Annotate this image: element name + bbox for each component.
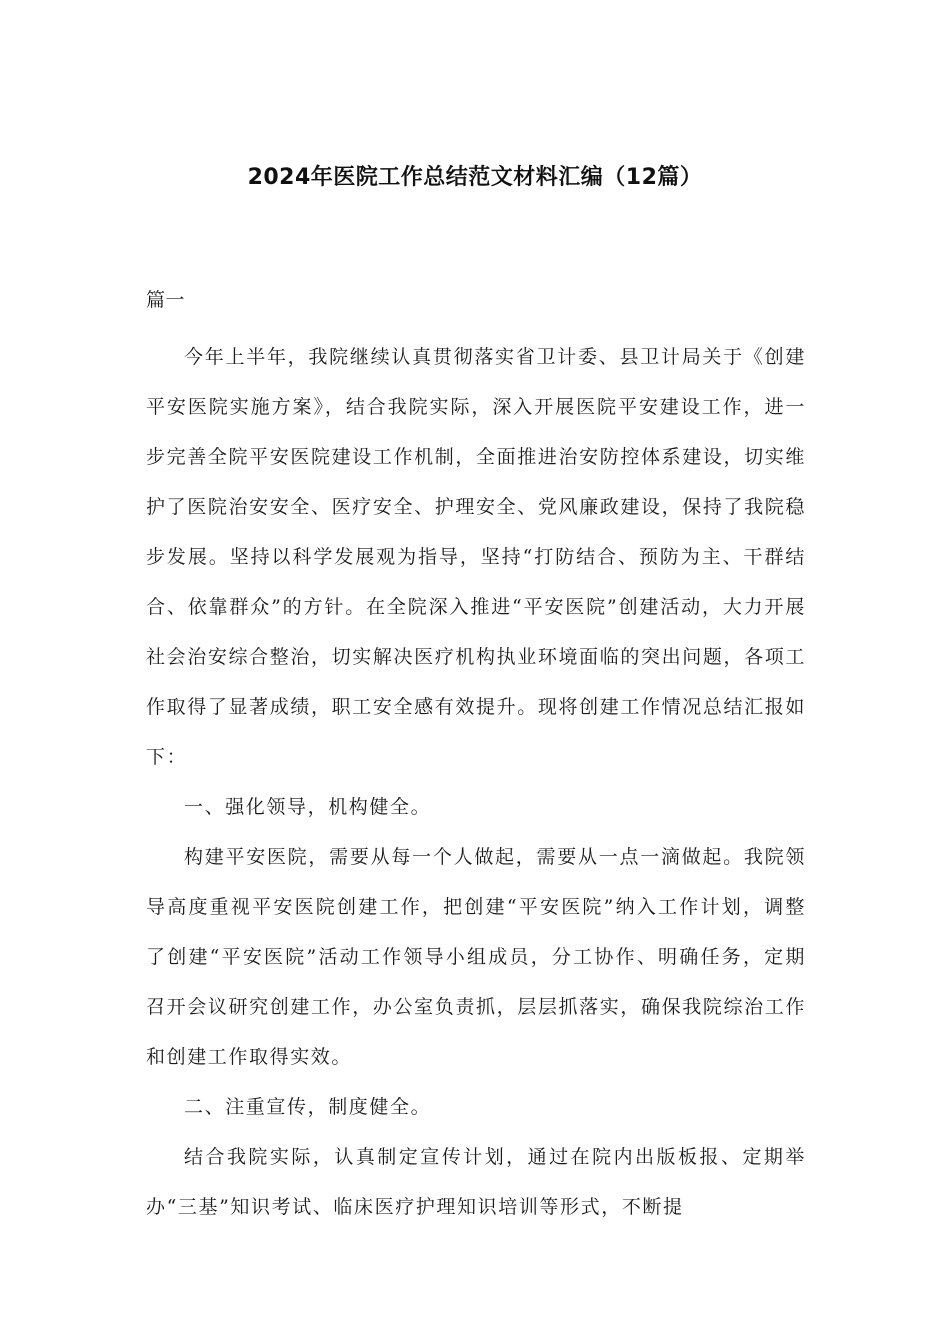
paragraph-one: 构建平安医院，需要从每一个人做起，需要从一点一滴做起。我院领导高度重视平安医院创建工作，把创建“平安医院”纳入工作计划，调整了创建“平安医院”活动工作领导小组成员，分工协作、明确任务，定期召开会议研究创建工作，办公室负责抓，层层抓落实，确保我院综治工作和创建工作取得实效。 — [146, 846, 806, 1068]
heading-two: 二、注重宣传，制度健全。 — [184, 1096, 432, 1118]
document-title: 2024年医院工作总结范文材料汇编（12篇） — [247, 165, 703, 190]
paragraph-intro: 今年上半年，我院继续认真贯彻落实省卫计委、县卫计局关于《创建平安医院实施方案》，结合我院实际，深入开展医院平安建设工作，进一步完善全院平安医院建设工作机制，全面推进治安防控体系建设，切实维护了医院治安安全、医疗安全、护理安全、党风廉政建设，保持了我院稳步发展。坚持以科学发展观为指导，坚持“打防结合、预防为主、干群结合、依靠群众”的方针。在全院深入推进“平安医院”创建活动，大力开展社会治安综合整治，切实解决医疗机构执业环境面临的突出问题，各项工作取得了显著成绩，职工安全感有效提升。现将创建工作情况总结汇报如下： — [146, 346, 806, 768]
document-body — [146, 282, 806, 1232]
heading-one: 一、强化领导，机构健全。 — [184, 796, 432, 818]
section-label: 篇一 — [146, 289, 186, 311]
paragraph-two: 结合我院实际，认真制定宣传计划，通过在院内出版板报、定期举办“三基”知识考试、临床医疗护理知识培训等形式，不断提 — [146, 1146, 806, 1218]
